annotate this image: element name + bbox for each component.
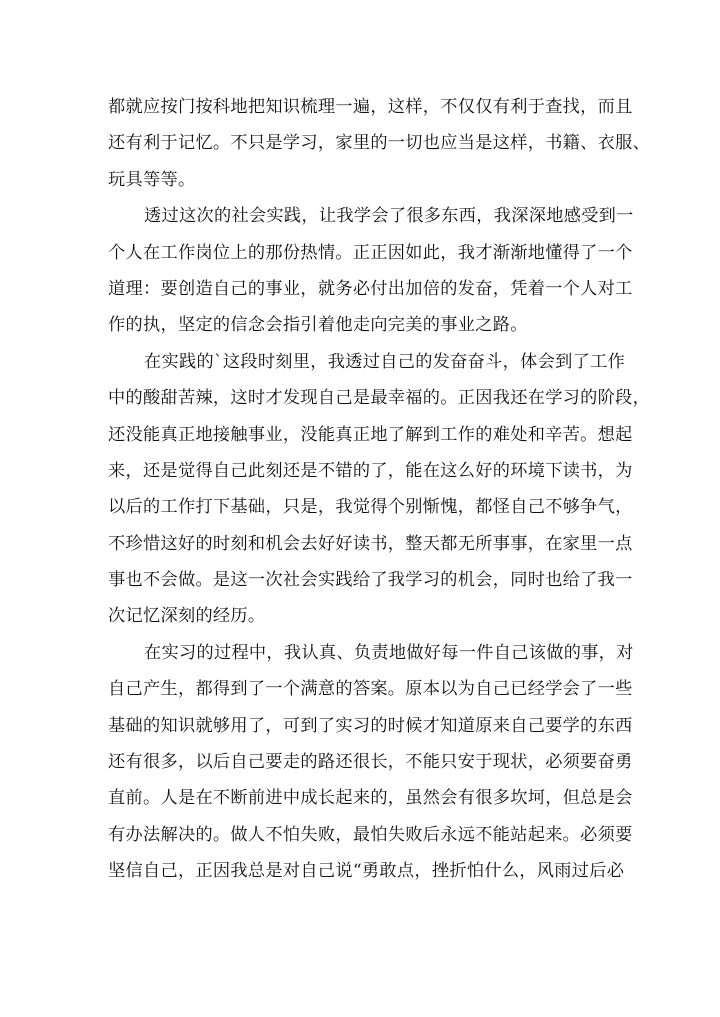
text-line: 在实习的过程中，我认真、负责地做好每一件自己该做的事，对	[144, 642, 634, 663]
text-line: 个人在工作岗位上的那份热情。正正因如此，我才渐渐地懂得了一个	[108, 242, 633, 263]
paragraph	[108, 198, 634, 344]
text-line: 坚信自己，正因我总是对自己说“勇敢点，挫折怕什么，风雨过后必	[108, 861, 625, 882]
text-line: 直前。人是在不断前进中成长起来的，虽然会有很多坎坷，但总是会	[108, 788, 633, 809]
paragraph	[108, 344, 651, 635]
text-line: 基础的知识就够用了，可到了实习的时候才知道原来自己要学的东西	[108, 715, 633, 736]
text-line: 都就应按门按科地把知识梳理一遍，这样，不仅仅有利于查找，而且	[108, 97, 633, 117]
text-line: 还没能真正地接触事业，没能真正地了解到工作的难处和辛苦。想起	[108, 424, 633, 445]
text-line: 透过这次的社会实践，让我学会了很多东西，我深深地感受到一	[144, 206, 634, 227]
paragraph	[108, 635, 634, 890]
text-line: 事也不会做。是这一次社会实践给了我学习的机会，同时也给了我一	[108, 570, 633, 591]
document-body	[108, 89, 651, 890]
text-line: 自己产生，都得到了一个满意的答案。原本以为自己已经学会了一些	[108, 679, 633, 700]
text-line: 道理：要创造自己的事业，就务必付出加倍的发奋，凭着一个人对工	[108, 278, 633, 299]
text-line: 中的酸甜苦辣，这时才发现自己是最幸福的。正因我还在学习的阶段，	[108, 388, 651, 409]
text-line: 以后的工作打下基础，只是，我觉得个别惭愧，都怪自己不够争气，	[108, 497, 633, 518]
text-line: 在实践的`这段时刻里，我透过自己的发奋奋斗，体会到了工作	[144, 351, 626, 372]
text-line: 来，还是觉得自己此刻还是不错的了，能在这么好的环境下读书，为	[108, 460, 633, 481]
text-line: 作的执，坚定的信念会指引着他走向完美的事业之路。	[108, 315, 528, 336]
paragraph	[108, 89, 651, 198]
text-line: 有办法解决的。做人不怕失败，最怕失败后永远不能站起来。必须要	[108, 824, 633, 845]
text-line: 还有很多，以后自己要走的路还很长，不能只安于现状，必须要奋勇	[108, 752, 633, 773]
text-line: 不珍惜这好的时刻和机会去好好读书，整天都无所事事，在家里一点	[108, 533, 633, 554]
text-line: 玩具等等。	[108, 169, 196, 190]
text-line: 还有利于记忆。不只是学习，家里的一切也应当是这样，书籍、衣服、	[108, 133, 651, 154]
text-line: 次记忆深刻的经历。	[108, 606, 266, 627]
